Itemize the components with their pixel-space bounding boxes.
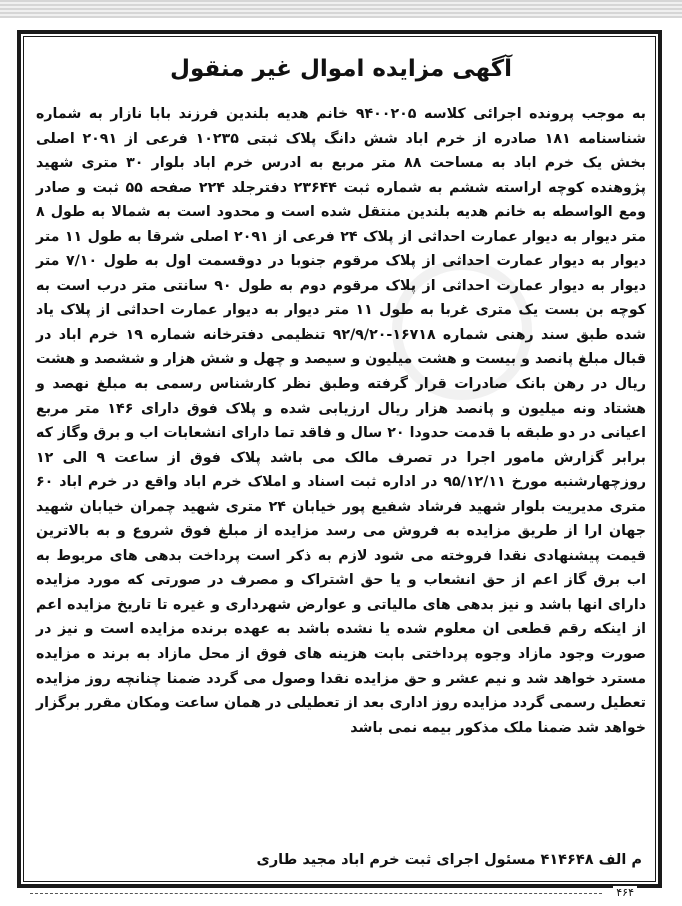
bottom-divider: [30, 893, 602, 894]
scan-top-strip: [0, 0, 682, 18]
notice-title: آگهی مزایده اموال غیر منقول: [169, 56, 513, 82]
notice-signature: م الف ۴۱۴۶۴۸ مسئول اجرای ثبت خرم اباد مجید طاری: [256, 852, 642, 868]
notice-body: به موجب پرونده اجرائی کلاسه ۹۴۰۰۲۰۵ خانم هدیه بلندین فرزند بابا نازار به شماره شناسنامه ۱۸۱ صادره از خرم اباد شش دانگ پلاک ثبتی ۱۰۲۳۵ فرعی از ۲۰۹۱ اصلی بخش یک خرم اباد به مساحت ۸۸ متر مربع به ادرس خرم اباد بلوار ۳۰ متری شهید پژوهنده کوچه اراسته ششم به شماره ثبت ۲۳۶۴۴ دفترجلد ۲۲۴ صفحه ۵۵ ثبت و صادر ومع الواسطه به خانم هدیه بلندین منتقل شده است و محدود است به شمالا به طول ۸ متر دیوار به دیوار عمارت احداثی از پلاک ۲۴ فرعی از ۲۰۹۱ اصلی شرقا به طول ۱۱ متر دیوار به دیوار عمارت احداثی از پلاک مرقوم جنوبا در دوقسمت اول به طول ۷/۱۰ متر دیوار به دیوار عمارت احداثی از پلاک مرقوم دوم به طول ۹۰ سانتی متر درب است به کوچه بن بست یک متری غربا به طول ۱۱ متر دیوار به دیوار عمارت احداثی از پلاک یاد شده طبق سند رهنی شماره ۱۶۷۱۸-۹۲/۹/۲۰ تنظیمی دفترخانه شماره ۱۹ خرم اباد در قبال مبلغ پانصد و بیست و هشت میلیون و سیصد و چهل و شش هزار و ششصد و هشت ریال در رهن بانک صادرات قرار گرفته وطبق نظر کارشناس رسمی به مبلغ نهصد و هشتاد ونه میلیون و پانصد هزار ریال ارزیابی شده و پلاک فوق دارای ۱۴۶ متر مربع اعیانی در دو طبقه با قدمت حدودا ۲۰ سال و فاقد تما دارای انشعابات اب و برق وگاز که برابر گزارش مامور اجرا در تصرف مالک می باشد پلاک فوق از ساعت ۹ الی ۱۲ روزچهارشنبه مورخ ۹۵/۱۲/۱۱ در اداره ثبت اسناد و املاک خرم اباد واقع در خرم اباد ۶۰ متری مدیریت بلوار شهید فرشاد شفیع پور خیابان ۲۴ متری شهید چمران خیابان شهید جهان ارا از طریق مزایده به فروش می رسد مزایده از مبلغ فوق شروع و به بالاترین قیمت پیشنهادی نقدا فروخته می شود لازم به ذکر است پرداخت بدهی های مربوط به اب برق گاز اعم از حق انشعاب و یا حق اشتراک و مصرف در صورتی که مورد مزایده دارای انها باشد و نیز بدهی های مالیاتی و عوارض شهرداری و غیره تا تاریخ مزایده اعم از اینکه رقم قطعی ان معلوم شده یا نشده باشد به عهده برنده مزایده است و نیز در صورت وجود مازاد وجوه پرداختی بابت هزینه های فوق از محل مازاد به برند ه مزایده مسترد خواهد شد و نیم عشر و حق مزایده نقدا وصول می گردد ضمنا چنانچه روز مزایده تعطیل رسمی گردد مزایده روز اداری بعد از تعطیلی در همان ساعت ومکان مقرر برگزار خواهد شد ضمنا ملک مذکور بیمه نمی باشد: [36, 106, 647, 736]
page-number: ۴۶۴: [613, 886, 637, 899]
